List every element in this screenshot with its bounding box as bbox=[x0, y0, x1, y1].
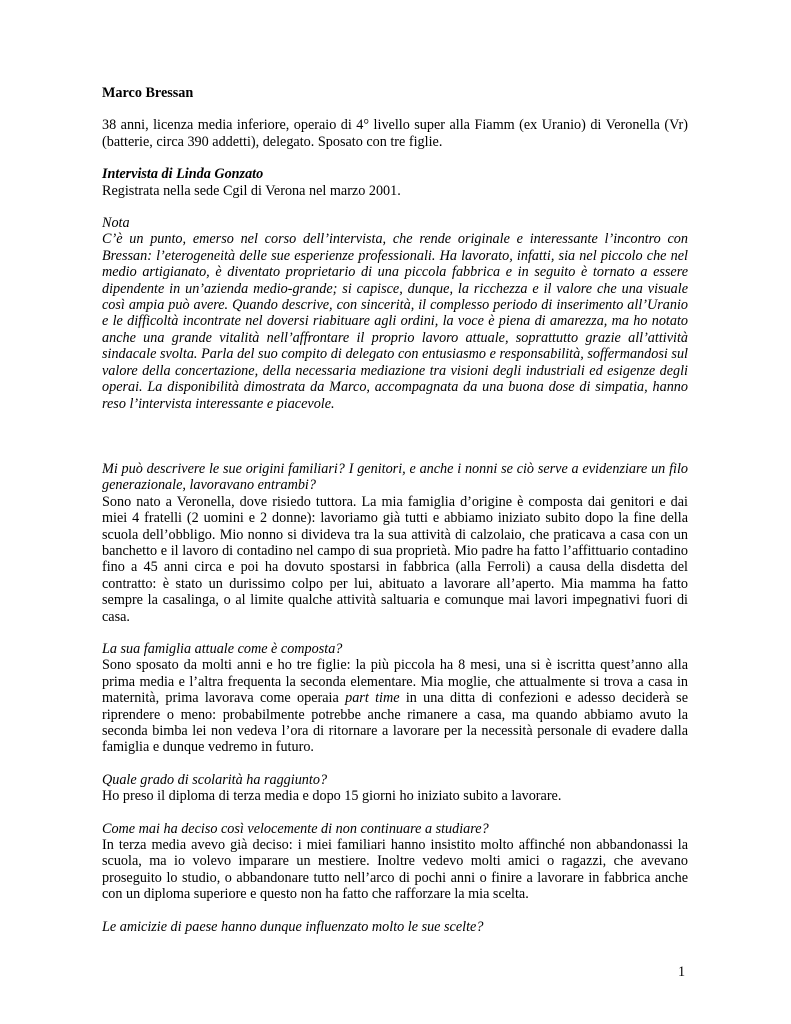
interviewer-line: Intervista di Linda Gonzato bbox=[102, 166, 264, 183]
question: La sua famiglia attuale come è composta? bbox=[102, 640, 343, 657]
note-text: C’è un punto, emerso nel corso dell’intervista, che rende originale e interessante l’incontro con Bressan: l’eterogeneità delle sue esperienze professionali. Ha lavorato, infatti, sia nel piccolo che nel medio artigianato, è diventato proprietario di una piccola fabbrica e in seguito è tornato a essere dipendente in un’azienda medio-grande; si capisce, dunque, la ricchezza e il valore che una visuale così ampia può avere. Quando descrive, con sincerità, il complesso periodo di inserimento all’Uranio e le difficoltà incontrate nel doversi riabituare agli ordini, la voce è piena di amarezza, ma ho notato anche una grande vitalità nell’affrontare il proprio lavoro attuale, soprattutto grazie all’attività sindacale svolta. Parla del suo compito di delegato con entusiasmo e responsabilità, soffermandosi sul valore della concertazione, della necessaria mediazione tra visioni degli industriali ed esigenze degli operai. La disponibilità dimostrata da Marco, accompagnata da una buona dose di simpatia, hanno reso l’intervista interessante e piacevole. bbox=[102, 231, 688, 412]
answer bbox=[102, 657, 688, 755]
recording-info: Registrata nella sede Cgil di Verona nel marzo 2001. bbox=[102, 182, 401, 199]
document-title: Marco Bressan bbox=[102, 85, 194, 101]
answer-part: in una ditta di confezioni e adesso deciderà se riprendere o meno: probabilmente potrebbe anche rimanere a casa, ma quando abbiamo avuto la seconda bimba lei non vedeva l’ora di ritornare a lavorare per la necessità personale di evadere dalla famiglia e dunque vedremo in futuro. bbox=[102, 690, 688, 756]
answer: In terza media avevo già deciso: i miei familiari hanno insistito molto affinché non abbandonassi la scuola, ma io volevo imparare un mestiere. Inoltre vedevo molti amici o ragazzi, che avevano proseguito lo studio, o abbandonare tutto nell’arco di pochi anni o finire a lavorare in fabbrica anche con un diploma superiore e questo non ha fatto che rafforzare la mia scelta. bbox=[102, 837, 688, 903]
question: Quale grado di scolarità ha raggiunto? bbox=[102, 771, 328, 788]
answer: Ho preso il diploma di terza media e dopo 15 giorni ho iniziato subito a lavorare. bbox=[102, 788, 562, 805]
answer-part: Sono sposato da molti anni e ho tre figlie: la più piccola ha 8 mesi, una si è iscritta quest’anno alla prima media e l’altra frequenta la seconda elementare. Mia moglie, che attualmente si trova a casa in maternità, prima lavorava come operaia bbox=[102, 657, 688, 707]
document-page bbox=[102, 85, 688, 935]
answer-emphasis: part time bbox=[345, 690, 400, 707]
answer: Sono nato a Veronella, dove risiedo tuttora. La mia famiglia d’origine è composta dai genitori e dai miei 4 fratelli (2 uomini e 2 donne): lavoriamo già tutti e abbiamo iniziato subito dopo la fine della scuola dell’obbligo. Mio nonno si divideva tra la sua attività di calzolaio, che praticava a casa con un banchetto e il lavoro di contadino nel campo di sua proprietà. Mio padre ha fatto l’affittuario contadino fino a 45 anni circa e poi ha dovuto spostarsi in fabbrica (alla Ferroli) a causa della disdetta del contratto: è stato un durissimo colpo per lui, abituato a lavorare all’aperto. Mia mamma ha fatto sempre la casalinga, o al limite qualche attività saltuaria e comunque mai lavori impegnativi fuori di casa. bbox=[102, 493, 688, 625]
biography: 38 anni, licenza media inferiore, operaio di 4° livello super alla Fiamm (ex Uranio) di Veronella (Vr) (batterie, circa 390 addetti), delegato. Sposato con tre figlie. bbox=[102, 117, 688, 150]
question: Le amicizie di paese hanno dunque influenzato molto le sue scelte? bbox=[102, 918, 484, 935]
page-number: 1 bbox=[678, 964, 686, 980]
question: Come mai ha deciso così velocemente di non continuare a studiare? bbox=[102, 820, 489, 837]
note-label: Nota bbox=[102, 215, 130, 232]
question: Mi può descrivere le sue origini familiari? I genitori, e anche i nonni se ciò serve a evidenziare un filo generazionale, lavoravano entrambi? bbox=[102, 460, 688, 494]
